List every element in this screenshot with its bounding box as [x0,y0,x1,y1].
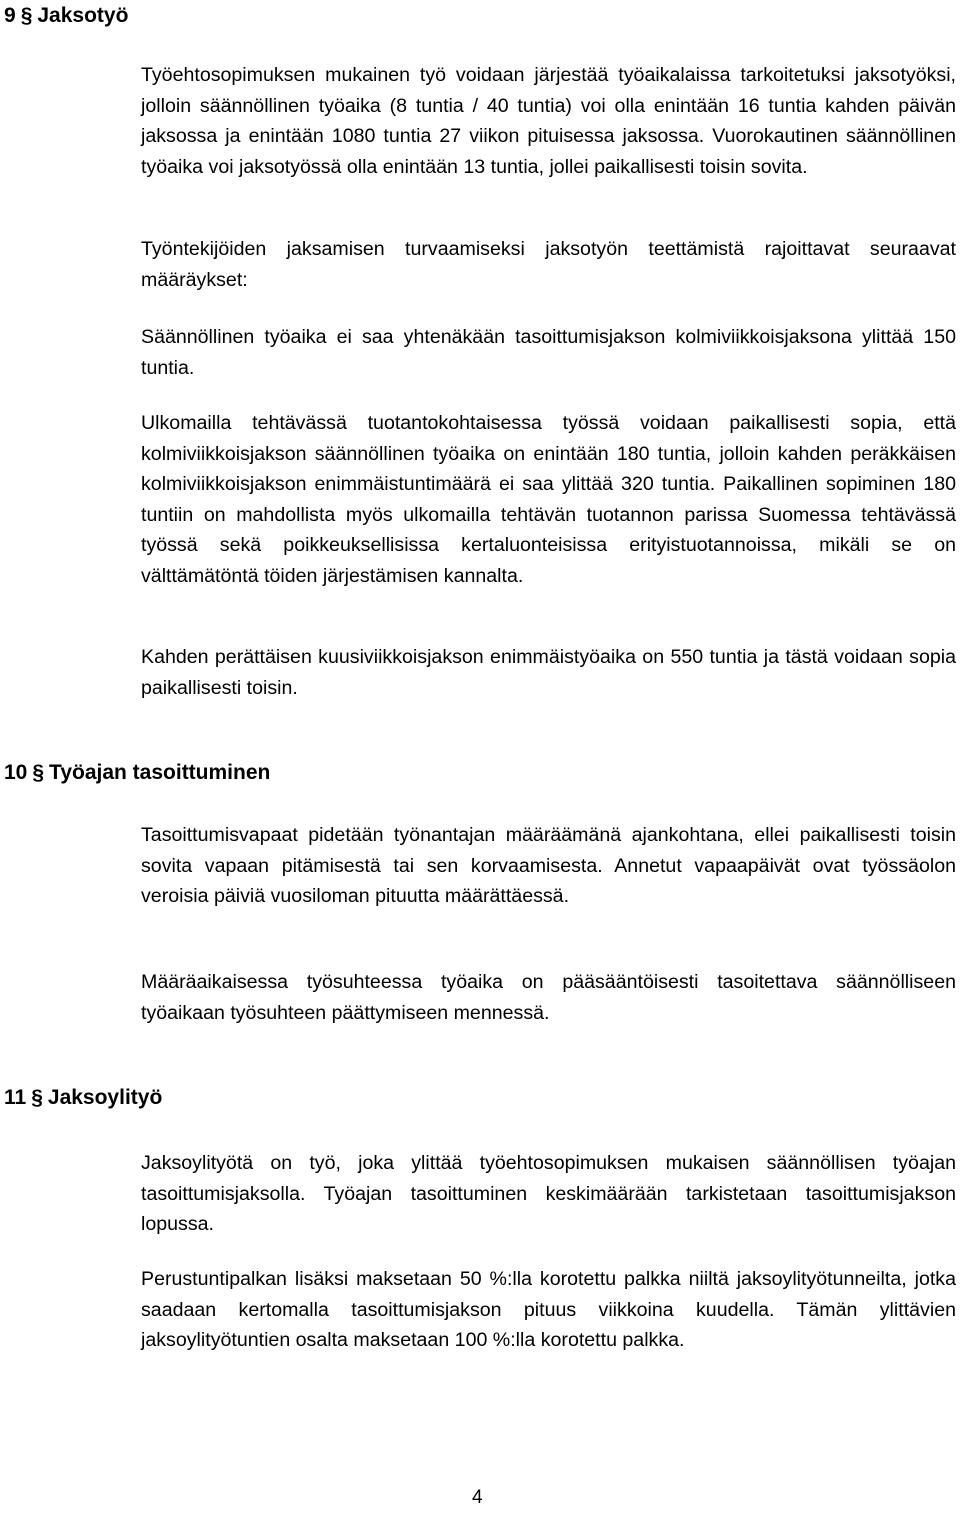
paragraph: Jaksoylityötä on työ, joka ylittää työehtosopimuksen mukaisen säännöllisen työajan tasoittumisjaksolla. Työajan tasoittuminen keskimäärään tarkistetaan tasoittumisjakson lopussa. [141,1152,956,1235]
section-title: Työajan tasoittuminen [49,761,271,784]
paragraph: Säännöllinen työaika ei saa yhtenäkään tasoittumisjakson kolmiviikkoisjaksona ylittää 150 tuntia. [141,326,956,379]
paragraph: Perustuntipalkan lisäksi maksetaan 50 %:lla korotettu palkka niiltä jaksoylityötunneilta, jotka saadaan kertomalla tasoittumisjakson pituus viikkoina kuudella. Tämän ylittävien jaksoylityötuntien osalta maksetaan 100 %:lla korotettu palkka. [141,1268,956,1351]
section-10-heading [4,761,270,785]
paragraph: Ulkomailla tehtävässä tuotantokohtaisessa työssä voidaan paikallisesti sopia, että kolmiviikkoisjakson säännöllinen työaika on enintään 180 tuntia, jolloin kahden peräkkäisen kolmiviikkoisjakson enimmäistuntimäärä ei saa ylittää 320 tuntia. Paikallinen sopiminen 180 tuntiin on mahdollista myös ulkomailla tehtävän tuotannon parissa Suomessa tehtävässä työssä sekä poikkeuksellisissa kertaluonteisissa erityistuotannoissa, mikäli se on välttämätöntä töiden järjestämisen kannalta. [141,412,956,587]
section-symbol: § [20,4,33,27]
section-symbol: § [31,1086,43,1109]
section-title: Jaksotyö [37,4,129,27]
section-9-heading [4,4,128,28]
paragraph: Työntekijöiden jaksamisen turvaamiseksi jaksotyön teettämistä rajoittavat seuraavat määräykset: [141,238,956,291]
section-number: 9 [4,4,16,27]
page-number: 4 [472,1487,483,1508]
paragraph: Tasoittumisvapaat pidetään työnantajan määräämänä ajankohtana, ellei paikallisesti toisin sovita vapaan pitämisestä tai sen korvaamisesta. Annetut vapaapäivät ovat työssäolon veroisia päiviä vuosiloman pituutta määrättäessä. [141,824,956,907]
section-symbol: § [32,761,45,784]
section-number: 11 [4,1086,27,1109]
paragraph: Kahden perättäisen kuusiviikkoisjakson enimmäistyöaika on 550 tuntia ja tästä voidaan sopia paikallisesti toisin. [141,646,956,699]
section-title: Jaksoylityö [47,1086,163,1109]
section-11-heading [4,1086,162,1110]
section-number: 10 [4,761,28,784]
paragraph: Työehtosopimuksen mukainen työ voidaan järjestää työaikalaissa tarkoitetuksi jaksotyöksi, jolloin säännöllinen työaika (8 tuntia / 40 tuntia) voi olla enintään 16 tuntia kahden päivän jaksossa ja enintään 1080 tuntia 27 viikon pituisessa jaksossa. Vuorokautinen säännöllinen työaika voi jaksotyössä olla enintään 13 tuntia, jollei paikallisesti toisin sovita. [141,64,956,178]
paragraph: Määräaikaisessa työsuhteessa työaika on pääsääntöisesti tasoitettava säännölliseen työaikaan työsuhteen päättymiseen mennessä. [141,971,956,1024]
